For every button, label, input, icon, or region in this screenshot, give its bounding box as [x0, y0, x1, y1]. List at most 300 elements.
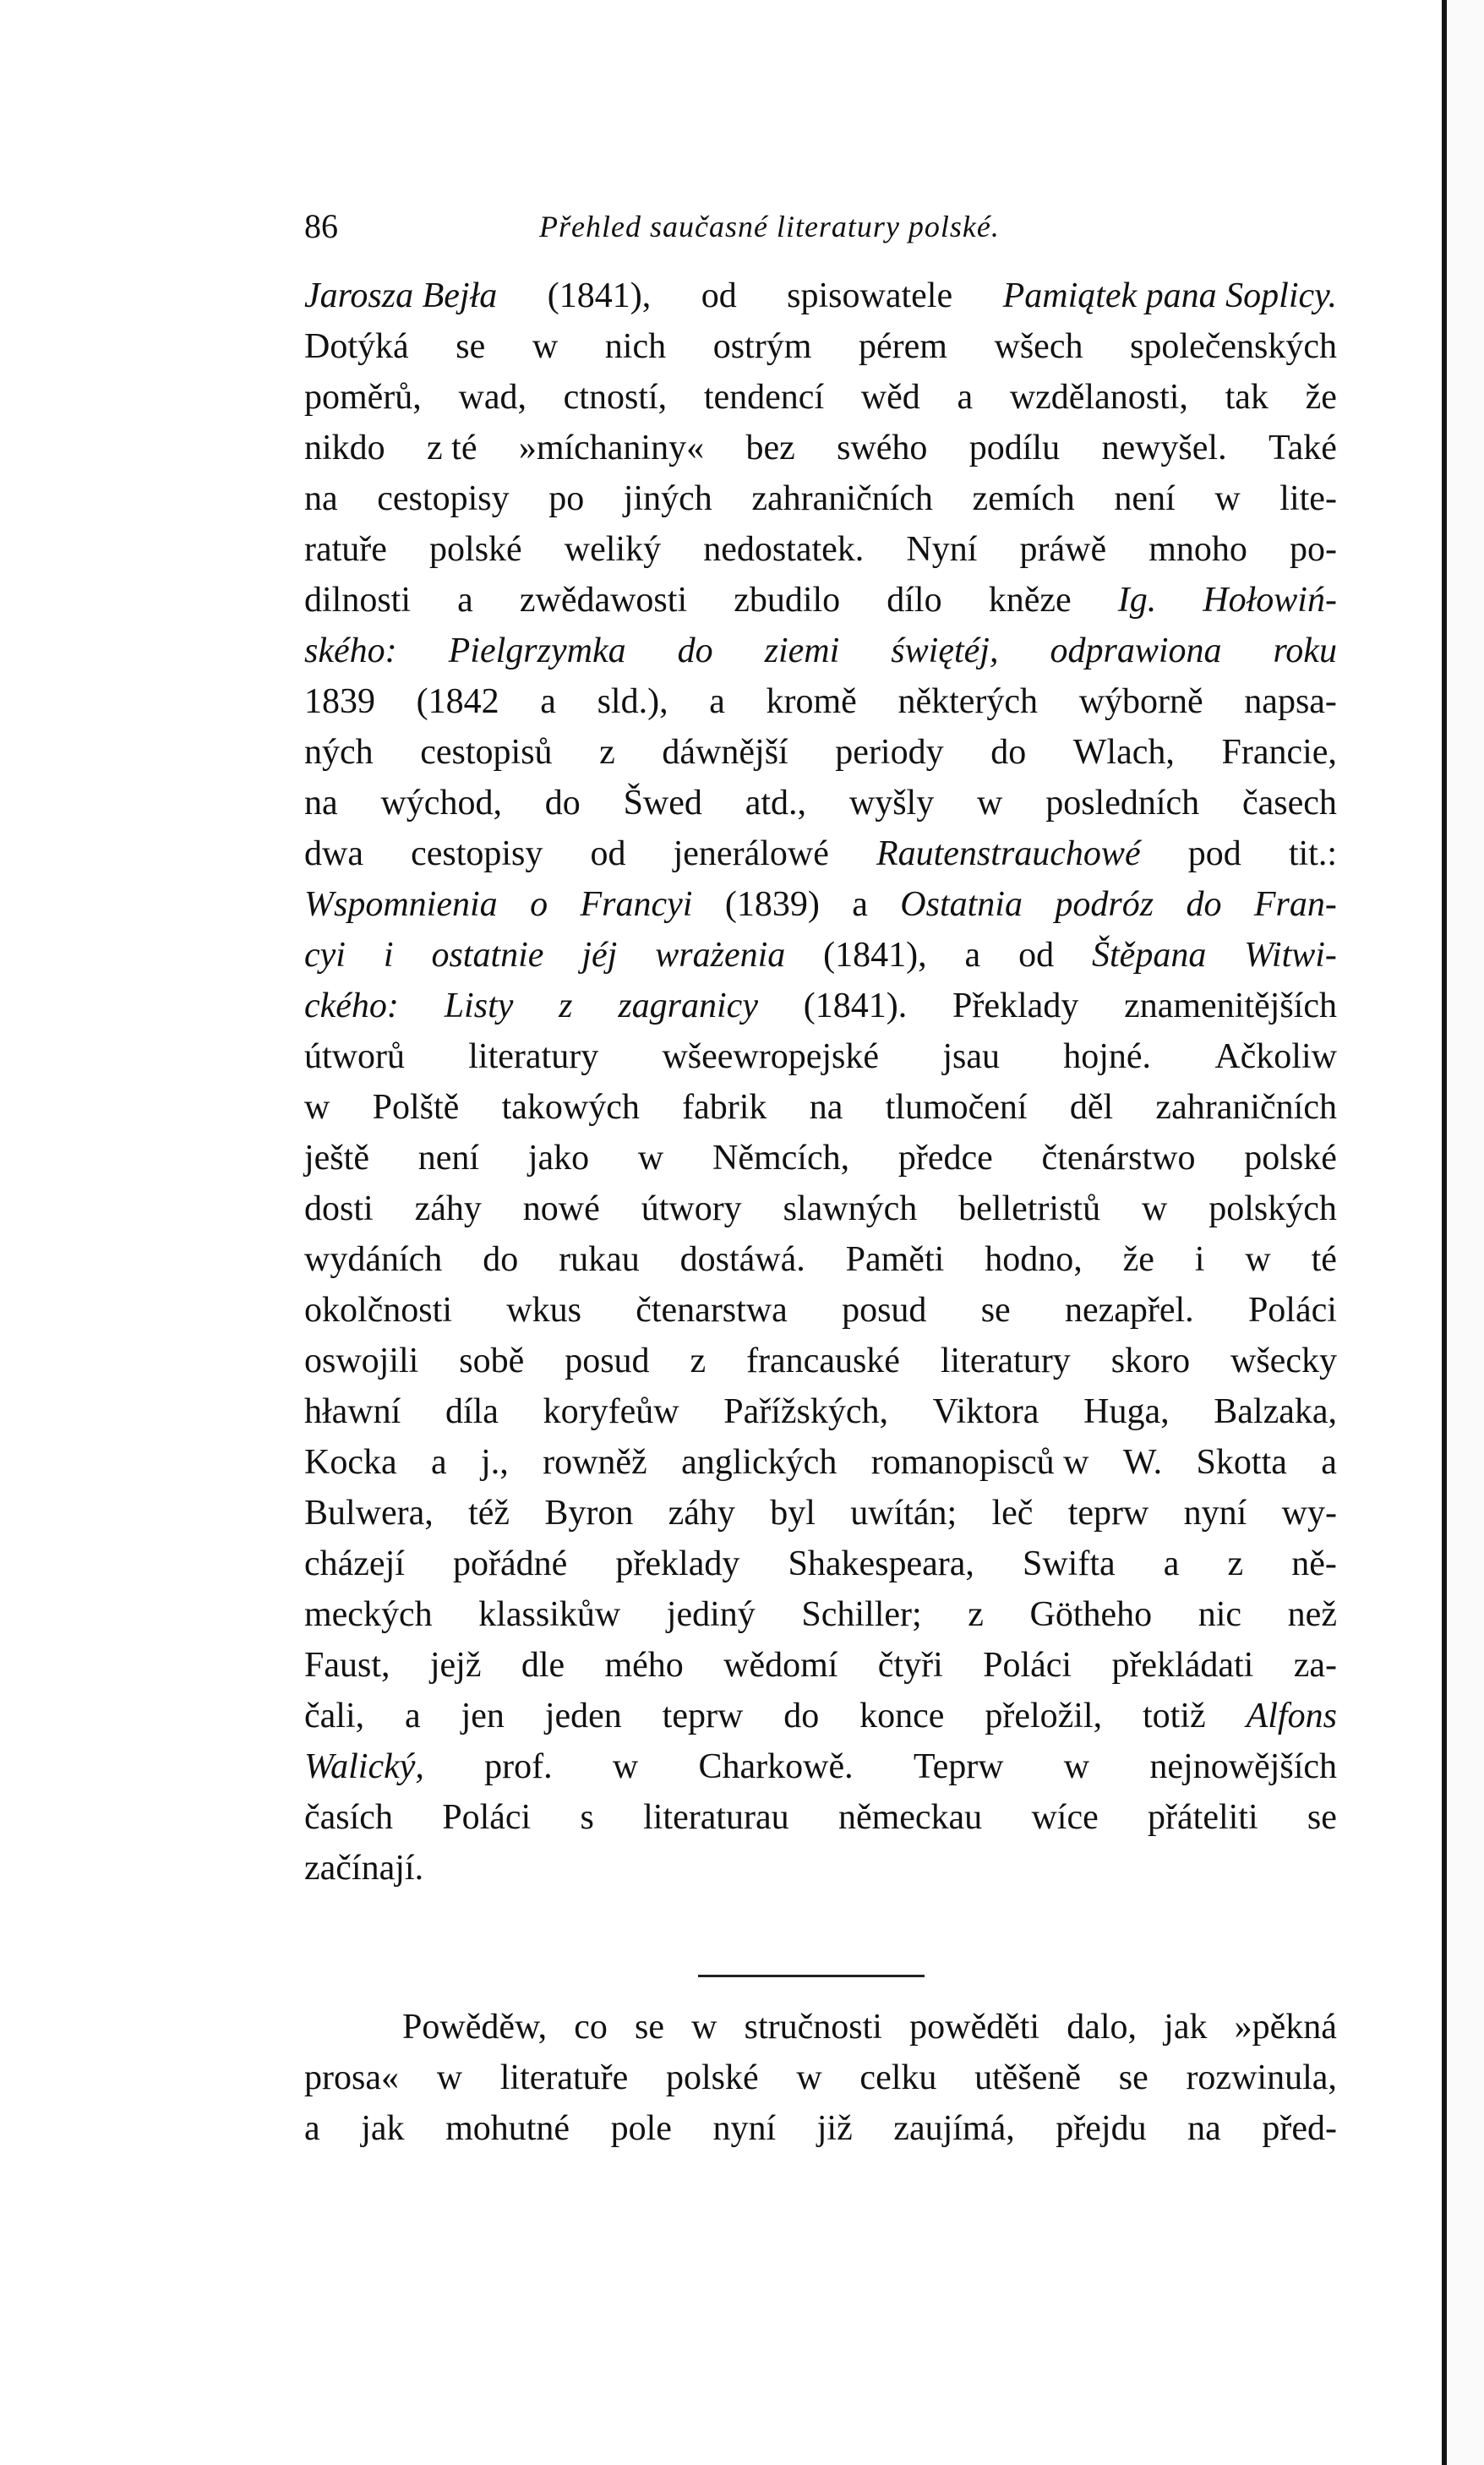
word: Powěděw,	[402, 2008, 548, 2047]
word: cestopisy	[411, 834, 543, 873]
text-line	[304, 1691, 1337, 1741]
word: polské	[429, 530, 522, 569]
word: dosti	[304, 1189, 374, 1228]
word: Alfons	[1246, 1697, 1337, 1735]
word: jenerálowé	[673, 834, 829, 873]
text-line	[304, 372, 1337, 423]
word: ctností,	[563, 378, 668, 417]
word: Wlach,	[1072, 733, 1175, 772]
word: W.	[1122, 1443, 1163, 1482]
word: zwědawosti	[519, 581, 688, 620]
text-line	[304, 1437, 1337, 1488]
text-line	[304, 2103, 1337, 2154]
word: wýborně	[1078, 682, 1203, 721]
word: Jarosza Bejła	[304, 276, 498, 315]
word: Listy	[444, 987, 514, 1025]
text-line	[304, 727, 1337, 778]
word: meckých	[304, 1595, 433, 1634]
word: (1841),	[823, 936, 927, 975]
word: »pěkná	[1234, 2008, 1337, 2047]
word: teprw	[662, 1697, 744, 1735]
word: j.,	[481, 1443, 509, 1482]
word: Schiller;	[801, 1595, 922, 1634]
word: z	[1227, 1544, 1244, 1583]
word: tak	[1225, 378, 1268, 417]
word: 1839	[304, 682, 375, 721]
word: že	[1122, 1240, 1154, 1279]
word: časech	[1241, 784, 1337, 823]
word: periody	[835, 733, 944, 772]
word: Dotýká	[304, 327, 409, 366]
text-line	[304, 473, 1337, 524]
word: jediný	[666, 1595, 756, 1634]
word: díla	[445, 1392, 499, 1431]
word: čtyři	[877, 1646, 943, 1685]
word: lite-	[1279, 479, 1337, 518]
word: literatury	[940, 1342, 1071, 1380]
word: i	[383, 936, 394, 975]
word: konce	[859, 1697, 945, 1735]
word: časích	[304, 1798, 393, 1837]
word: (1841).	[803, 987, 908, 1025]
word: tendencí	[703, 378, 825, 417]
word: na	[304, 479, 338, 518]
word: w	[436, 2058, 463, 2097]
text-line	[304, 1133, 1337, 1183]
word: belletristů	[958, 1189, 1101, 1228]
word: wyšly	[848, 784, 935, 823]
word: nic	[1198, 1595, 1242, 1634]
word: oswojili	[304, 1342, 419, 1380]
word: na	[809, 1088, 843, 1127]
word: pérem	[858, 327, 947, 366]
word: wad,	[458, 378, 526, 417]
word: wědomí	[723, 1646, 838, 1685]
word: a	[431, 1443, 447, 1482]
word: Faust,	[304, 1646, 390, 1685]
word: Skotta	[1196, 1443, 1287, 1482]
word: klassikůw	[478, 1595, 621, 1634]
word: posledních	[1045, 784, 1200, 823]
text-line	[304, 1285, 1337, 1336]
word: německau	[837, 1798, 983, 1837]
word: w	[1214, 479, 1241, 518]
word: cházejí	[304, 1544, 405, 1583]
word: francauské	[746, 1342, 900, 1380]
word: té	[1311, 1240, 1337, 1279]
word: Kocka	[304, 1443, 397, 1482]
word: a	[1163, 1544, 1180, 1583]
word: dilnosti	[304, 581, 412, 620]
word: překládati	[1111, 1646, 1254, 1685]
word: polské	[666, 2058, 759, 2097]
word: Francie,	[1221, 733, 1337, 772]
word: świętéj,	[891, 631, 999, 670]
running-title: Přehled saučasné literatury polské.	[539, 210, 1000, 243]
word: wšech	[994, 327, 1083, 366]
word: začínají.	[304, 1849, 424, 1888]
word: zahraničních	[1155, 1088, 1337, 1127]
word: jeden	[544, 1697, 622, 1735]
text-line	[304, 930, 1337, 981]
word: ostrým	[712, 327, 812, 366]
word: (1842	[416, 682, 499, 721]
word: poměrů,	[304, 378, 422, 417]
word: ných	[304, 733, 374, 772]
word: prof.	[484, 1747, 553, 1786]
word: jejž	[429, 1646, 482, 1685]
word: atd.,	[745, 784, 807, 823]
word: dílo	[887, 581, 942, 620]
word: ratuře	[304, 530, 387, 569]
word: bez	[745, 429, 795, 467]
word: jak	[1164, 2008, 1208, 2047]
word: byl	[770, 1494, 816, 1533]
word: nyní	[712, 2109, 777, 2148]
word: w	[637, 1139, 664, 1178]
word: literatury	[468, 1037, 599, 1076]
word: Huga,	[1083, 1392, 1170, 1431]
word: mnoho	[1148, 530, 1247, 569]
word: z	[968, 1595, 984, 1634]
text-line	[304, 575, 1337, 626]
word: přáteliti	[1148, 1798, 1258, 1837]
word: roku	[1273, 631, 1337, 670]
text-line	[304, 778, 1337, 828]
word: Pamiątek pana Soplicy.	[1002, 276, 1337, 315]
word: podróz	[1055, 885, 1154, 924]
word: se	[635, 2008, 665, 2047]
word: není	[1114, 479, 1176, 518]
word: dle	[521, 1646, 565, 1685]
word: w	[1245, 1240, 1271, 1279]
word: weliký	[564, 530, 662, 569]
word: newyšel.	[1101, 429, 1227, 467]
scan-margin	[1447, 0, 1484, 2465]
word: takowých	[501, 1088, 640, 1127]
word: do	[990, 733, 1027, 772]
word: polských	[1208, 1189, 1337, 1228]
word: nowé	[522, 1189, 600, 1228]
word: rowněž	[543, 1443, 647, 1482]
word: skoro	[1110, 1342, 1191, 1380]
word: koryfeůw	[543, 1392, 679, 1431]
word: a	[304, 2109, 320, 2148]
word: Němcích,	[712, 1139, 850, 1178]
word: dwa	[304, 834, 363, 873]
word: na	[1187, 2109, 1221, 2148]
word: (1839)	[724, 885, 820, 924]
word: wěd	[860, 378, 920, 417]
text-line	[304, 879, 1337, 930]
word: s	[580, 1798, 594, 1837]
word: powěděti	[909, 2008, 1040, 2047]
word: Wspomnienia	[304, 885, 498, 924]
word: do	[1186, 885, 1222, 924]
word: není	[417, 1139, 480, 1178]
text-line	[304, 1589, 1337, 1640]
text-line	[304, 1234, 1337, 1285]
word: celku	[859, 2058, 937, 2097]
word: w	[532, 327, 559, 366]
word: než	[1287, 1595, 1337, 1634]
word: zahraničních	[751, 479, 933, 518]
word: hławní	[304, 1392, 401, 1431]
paragraph-1	[304, 271, 1337, 1894]
word: čali,	[304, 1697, 365, 1735]
word: anglických	[681, 1443, 837, 1482]
word: hodno,	[985, 1240, 1083, 1279]
word: a	[852, 885, 868, 924]
word: rukau	[559, 1240, 640, 1279]
text-line	[304, 271, 1337, 321]
word: wrażenia	[655, 936, 786, 975]
text-line	[304, 626, 1337, 676]
word: podílu	[968, 429, 1061, 467]
text-line	[304, 524, 1337, 575]
word: Také	[1268, 429, 1337, 467]
word: Teprw	[913, 1747, 1004, 1786]
word: prosa«	[304, 2058, 399, 2097]
word: Walický,	[304, 1747, 424, 1786]
word: přejdu	[1056, 2109, 1147, 2148]
word: literatuře	[499, 2058, 629, 2097]
word: Balzaka,	[1214, 1392, 1337, 1431]
word: a	[457, 581, 473, 620]
word: do	[483, 1240, 519, 1279]
word: z	[559, 987, 573, 1025]
word: pod	[1187, 834, 1241, 873]
word: jen	[461, 1697, 505, 1735]
word: některých	[897, 682, 1039, 721]
text-line	[304, 1082, 1337, 1133]
word: se	[980, 1291, 1011, 1330]
word: Rautenstrauchowé	[876, 834, 1141, 873]
text-line	[304, 981, 1337, 1031]
word: Hołowiń-	[1203, 581, 1337, 620]
word: Šwed	[623, 784, 702, 823]
text-line	[304, 1031, 1337, 1082]
word: fabrik	[682, 1088, 767, 1127]
word: tit.:	[1288, 834, 1337, 873]
word: ziemi	[764, 631, 840, 670]
word: se	[1307, 1798, 1337, 1837]
text-line	[304, 423, 1337, 473]
word: zagranicy	[618, 987, 758, 1025]
word: wy-	[1281, 1494, 1337, 1533]
word: záhy	[668, 1494, 735, 1533]
word: z té	[427, 429, 477, 467]
word: se	[1118, 2058, 1148, 2097]
word: romanopisců w	[870, 1443, 1089, 1482]
word: přeložil,	[985, 1697, 1103, 1735]
word: děl	[1069, 1088, 1114, 1127]
word: Pařížských,	[723, 1392, 889, 1431]
word: wšeewropejské	[662, 1037, 880, 1076]
word: o	[530, 885, 548, 924]
page-header	[304, 203, 1403, 250]
word: w	[1142, 1189, 1168, 1228]
word: w	[612, 1747, 639, 1786]
word: Bulwera,	[304, 1494, 434, 1533]
word: spisowatele	[787, 276, 953, 315]
word: w	[691, 2008, 717, 2047]
word: po	[548, 479, 585, 518]
word: posud	[842, 1291, 927, 1330]
word: jsau	[942, 1037, 1000, 1076]
word: totiž	[1143, 1697, 1206, 1735]
word: z	[599, 733, 615, 772]
word: Ačkoliw	[1214, 1037, 1337, 1076]
word: čtenarstwa	[636, 1291, 788, 1330]
word: slawných	[783, 1189, 918, 1228]
word: útwory	[641, 1189, 742, 1228]
word: záhy	[414, 1189, 482, 1228]
word: Ostatnia	[900, 885, 1023, 924]
word: Polště	[372, 1088, 460, 1127]
text-line	[304, 2052, 1337, 2103]
word: dalo,	[1067, 2008, 1138, 2047]
word: Poláci	[1247, 1291, 1337, 1330]
word: nedostatek.	[703, 530, 865, 569]
word: teprw	[1067, 1494, 1149, 1533]
text-line	[304, 1640, 1337, 1691]
word: z	[690, 1342, 707, 1380]
word: w	[977, 784, 1003, 823]
text-line	[304, 321, 1337, 372]
word: Fran-	[1253, 885, 1337, 924]
word: ckého:	[304, 987, 399, 1025]
word: jiných	[623, 479, 712, 518]
word: jak	[361, 2109, 405, 2148]
word: a	[957, 378, 974, 417]
text-line	[304, 1792, 1337, 1843]
word: wýchod,	[380, 784, 502, 823]
word: cestopisů	[420, 733, 553, 772]
word: práwě	[1019, 530, 1107, 569]
text-line	[304, 1539, 1337, 1589]
word: wkus	[506, 1291, 581, 1330]
word: swého	[837, 429, 928, 467]
word: na	[304, 784, 338, 823]
word: Francyi	[580, 885, 693, 924]
word: od	[590, 834, 626, 873]
word: napsa-	[1244, 682, 1337, 721]
word: wydáních	[304, 1240, 443, 1279]
word: a	[540, 682, 556, 721]
word: od	[701, 276, 737, 315]
word: w	[1063, 1747, 1090, 1786]
word: společenských	[1130, 327, 1337, 366]
word: tlumočení	[885, 1088, 1028, 1127]
word: zemích	[972, 479, 1075, 518]
word: Nyní	[906, 530, 978, 569]
word: Byron	[544, 1494, 634, 1533]
word: »míchaniny«	[518, 429, 705, 467]
word: před-	[1262, 2109, 1337, 2148]
word: čtenárstwo	[1041, 1139, 1196, 1178]
word: a	[709, 682, 725, 721]
word: ského:	[304, 631, 397, 670]
word: Shakespeara,	[788, 1544, 974, 1583]
word: za-	[1293, 1646, 1337, 1685]
word: znamenitějších	[1124, 987, 1337, 1025]
word: jéj	[581, 936, 618, 975]
word: ostatnie	[431, 936, 544, 975]
word: předce	[897, 1139, 993, 1178]
word: odprawiona	[1050, 631, 1222, 670]
text-line	[304, 676, 1337, 727]
word: wíce	[1031, 1798, 1099, 1837]
word: Poláci	[442, 1798, 532, 1837]
text-line	[304, 1741, 1337, 1792]
word: cestopisy	[377, 479, 510, 518]
word: pole	[610, 2109, 672, 2148]
word: nejnowějších	[1149, 1747, 1337, 1786]
word: překlady	[615, 1544, 740, 1583]
word: a	[1321, 1443, 1337, 1482]
word: ně-	[1291, 1544, 1337, 1583]
word: sobě	[459, 1342, 525, 1380]
word: mého	[604, 1646, 684, 1685]
word: leč	[991, 1494, 1034, 1533]
word: a	[964, 936, 981, 975]
word: mohutné	[445, 2109, 570, 2148]
word: od	[1018, 936, 1055, 975]
word: ještě	[304, 1139, 369, 1178]
word: polské	[1244, 1139, 1337, 1178]
word: literaturau	[643, 1798, 789, 1837]
text-line	[304, 2002, 1337, 2052]
word: do	[677, 631, 713, 670]
word: již	[816, 2109, 853, 2148]
word: útworů	[304, 1037, 405, 1076]
word: a	[405, 1697, 421, 1735]
word: nikdo	[304, 429, 385, 467]
word: wšecky	[1230, 1342, 1337, 1380]
word: Götheho	[1029, 1595, 1153, 1634]
word: nyní	[1183, 1494, 1247, 1533]
word: rozwinula,	[1186, 2058, 1337, 2097]
word: kromě	[766, 682, 857, 721]
page-number: 86	[304, 207, 338, 245]
section-divider	[698, 1975, 925, 1977]
word: Viktora	[932, 1392, 1039, 1431]
word: Charkowě.	[698, 1747, 854, 1786]
word: zaujímá,	[893, 2109, 1015, 2148]
word: Ig.	[1117, 581, 1157, 620]
word: i	[1194, 1240, 1205, 1279]
word: stručnosti	[744, 2008, 882, 2047]
word: po-	[1289, 530, 1337, 569]
text-line	[304, 1843, 1337, 1894]
word: (1841),	[547, 276, 652, 315]
word: posud	[565, 1342, 650, 1380]
word: Štěpana	[1092, 936, 1207, 975]
word: wzdělanosti,	[1009, 378, 1188, 417]
word: do	[544, 784, 581, 823]
text-line	[304, 1488, 1337, 1539]
word: nezapřel.	[1064, 1291, 1194, 1330]
word: kněze	[988, 581, 1072, 620]
word: dostáwá.	[679, 1240, 805, 1279]
word: Poláci	[983, 1646, 1072, 1685]
word: Swifta	[1022, 1544, 1116, 1583]
word: uwítán;	[850, 1494, 958, 1533]
word: sld.),	[597, 682, 668, 721]
word: w	[796, 2058, 822, 2097]
text-line	[304, 828, 1337, 879]
